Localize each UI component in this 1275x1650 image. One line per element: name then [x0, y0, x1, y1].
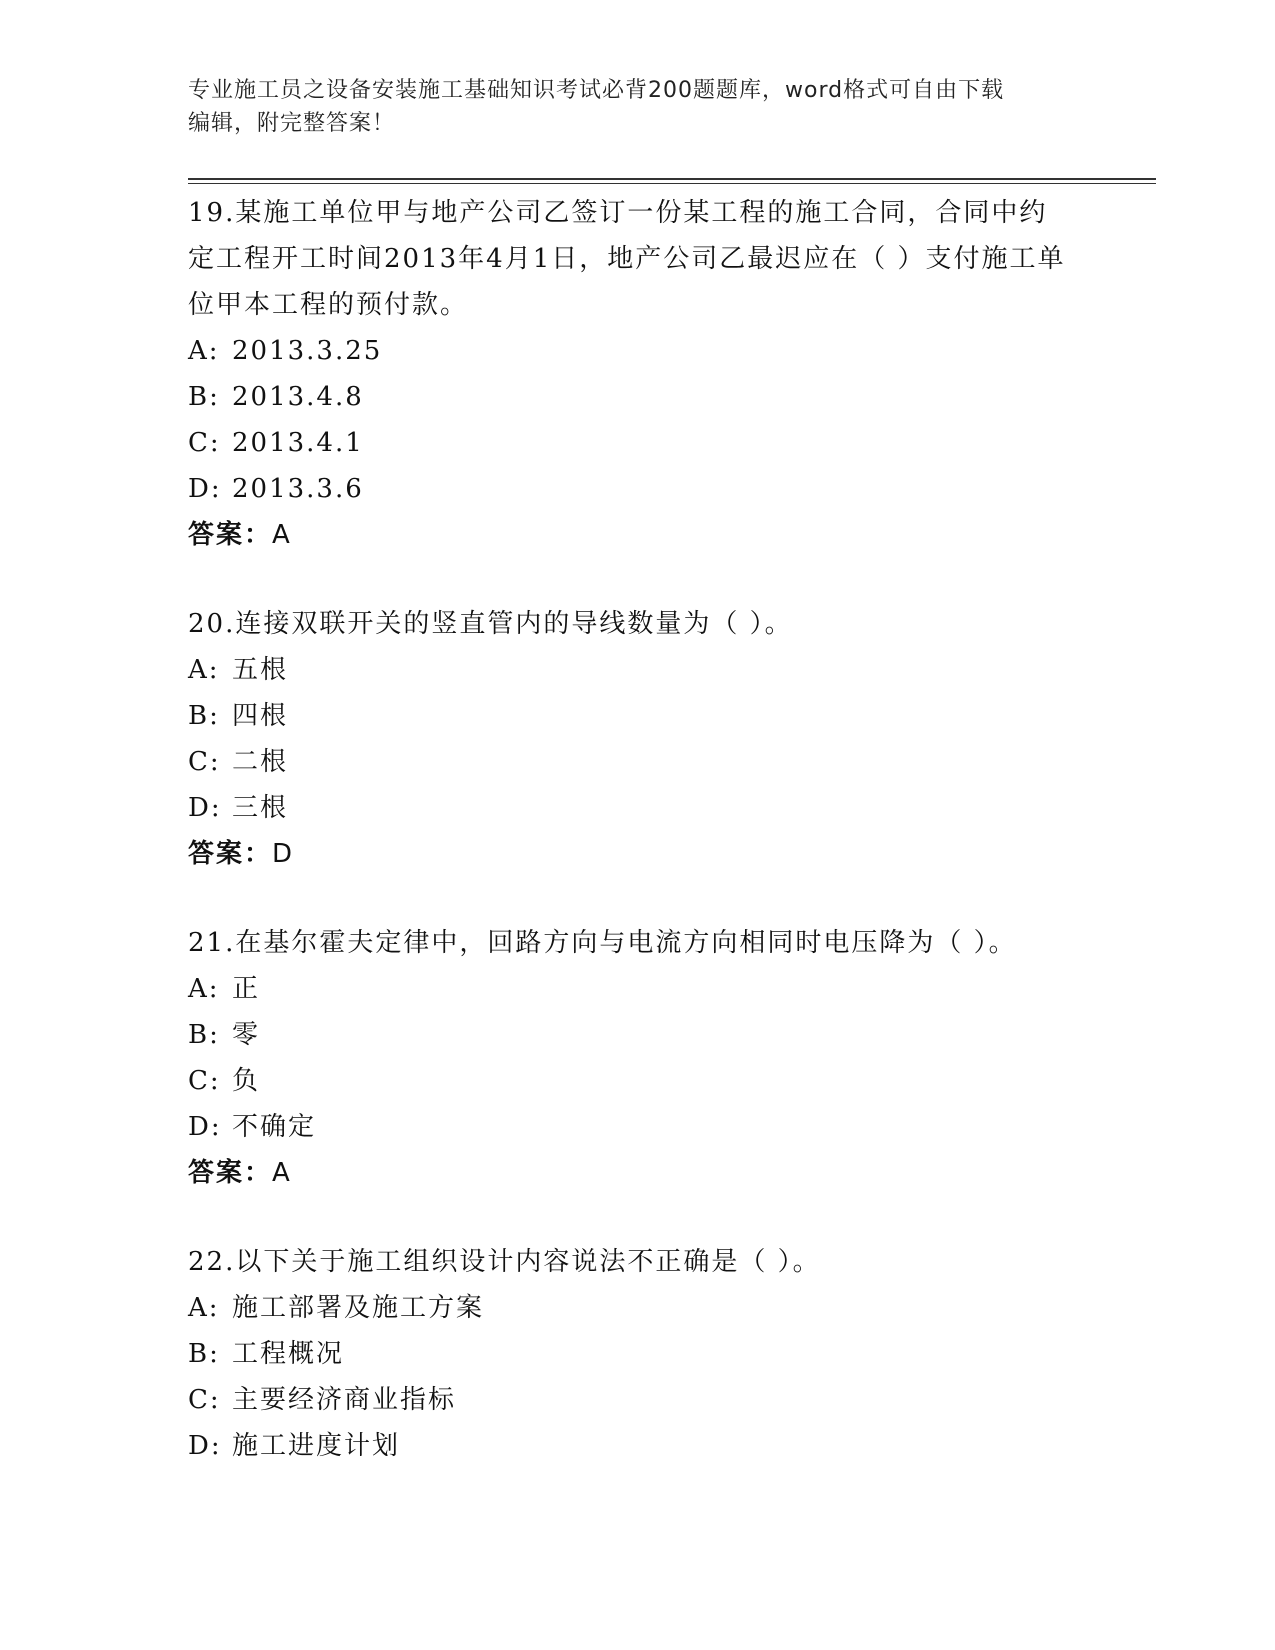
option-letter: D: — [188, 474, 222, 504]
option-letter: A: — [188, 655, 220, 685]
header-divider-thick — [188, 178, 1156, 180]
question-stem: 21.在基尔霍夫定律中，回路方向与电流方向相同时电压降为（ ）。 — [188, 928, 1017, 958]
answer-line — [188, 512, 1088, 558]
answer-line — [188, 1150, 1088, 1196]
option-text: 零 — [232, 1020, 261, 1050]
option-a — [188, 328, 1088, 374]
option-a — [188, 647, 1088, 693]
question-list — [188, 190, 1088, 1512]
question-20 — [188, 601, 1088, 877]
option-text: 施工部署及施工方案 — [232, 1293, 485, 1323]
option-letter: A: — [188, 336, 220, 366]
option-letter: C: — [188, 428, 221, 458]
option-d — [188, 1104, 1088, 1150]
option-letter: A: — [188, 1293, 220, 1323]
answer-line — [188, 831, 1088, 877]
document-header — [188, 74, 1088, 140]
question-stem: 22.以下关于施工组织设计内容说法不正确是（ ）。 — [188, 1247, 821, 1277]
option-b — [188, 374, 1088, 420]
option-text: 施工进度计划 — [232, 1431, 401, 1461]
option-b — [188, 1012, 1088, 1058]
option-text: 工程概况 — [232, 1339, 345, 1369]
answer-label: 答案： — [188, 839, 273, 869]
option-b — [188, 693, 1088, 739]
option-c — [188, 1377, 1088, 1423]
option-letter: D: — [188, 1431, 222, 1461]
option-text: 2013.4.8 — [232, 382, 364, 412]
option-text: 三根 — [232, 793, 289, 823]
option-text: 正 — [232, 974, 261, 1004]
option-text: 2013.4.1 — [232, 428, 364, 458]
option-text: 四根 — [232, 701, 289, 731]
option-a — [188, 1285, 1088, 1331]
option-text: 五根 — [232, 655, 289, 685]
option-letter: D: — [188, 793, 222, 823]
answer-label: 答案： — [188, 520, 273, 550]
option-c — [188, 739, 1088, 785]
option-b — [188, 1331, 1088, 1377]
option-letter: A: — [188, 974, 220, 1004]
answer-value: A — [272, 520, 292, 550]
option-letter: C: — [188, 747, 221, 777]
question-stem: 20.连接双联开关的竖直管内的导线数量为（ ）。 — [188, 609, 793, 639]
option-letter: D: — [188, 1112, 222, 1142]
option-text: 主要经济商业指标 — [232, 1385, 457, 1415]
option-d — [188, 1423, 1088, 1469]
option-letter: B: — [188, 382, 220, 412]
option-text: 负 — [232, 1066, 261, 1096]
option-letter: B: — [188, 701, 220, 731]
question-22 — [188, 1239, 1088, 1469]
option-c — [188, 1058, 1088, 1104]
option-letter: B: — [188, 1339, 220, 1369]
question-21 — [188, 920, 1088, 1196]
option-letter: B: — [188, 1020, 220, 1050]
option-text: 二根 — [232, 747, 289, 777]
header-title-line-2: 编辑，附完整答案！ — [188, 111, 396, 136]
option-c — [188, 420, 1088, 466]
option-text: 2013.3.6 — [232, 474, 364, 504]
question-19 — [188, 190, 1088, 558]
question-stem: 19.某施工单位甲与地产公司乙签订一份某工程的施工合同，合同中约定工程开工时间2013年4月1日，地产公司乙最迟应在（ ）支付施工单位甲本工程的预付款。 — [188, 198, 1066, 320]
option-text: 2013.3.25 — [232, 336, 383, 366]
header-divider-thin — [188, 183, 1156, 184]
answer-value: A — [272, 1158, 292, 1188]
option-letter: C: — [188, 1385, 221, 1415]
answer-value: D — [272, 839, 295, 869]
option-d — [188, 466, 1088, 512]
option-a — [188, 966, 1088, 1012]
option-d — [188, 785, 1088, 831]
header-title-line-1: 专业施工员之设备安装施工基础知识考试必背200题题库，word格式可自由下载 — [188, 78, 1005, 103]
option-letter: C: — [188, 1066, 221, 1096]
answer-label: 答案： — [188, 1158, 273, 1188]
option-text: 不确定 — [232, 1112, 317, 1142]
